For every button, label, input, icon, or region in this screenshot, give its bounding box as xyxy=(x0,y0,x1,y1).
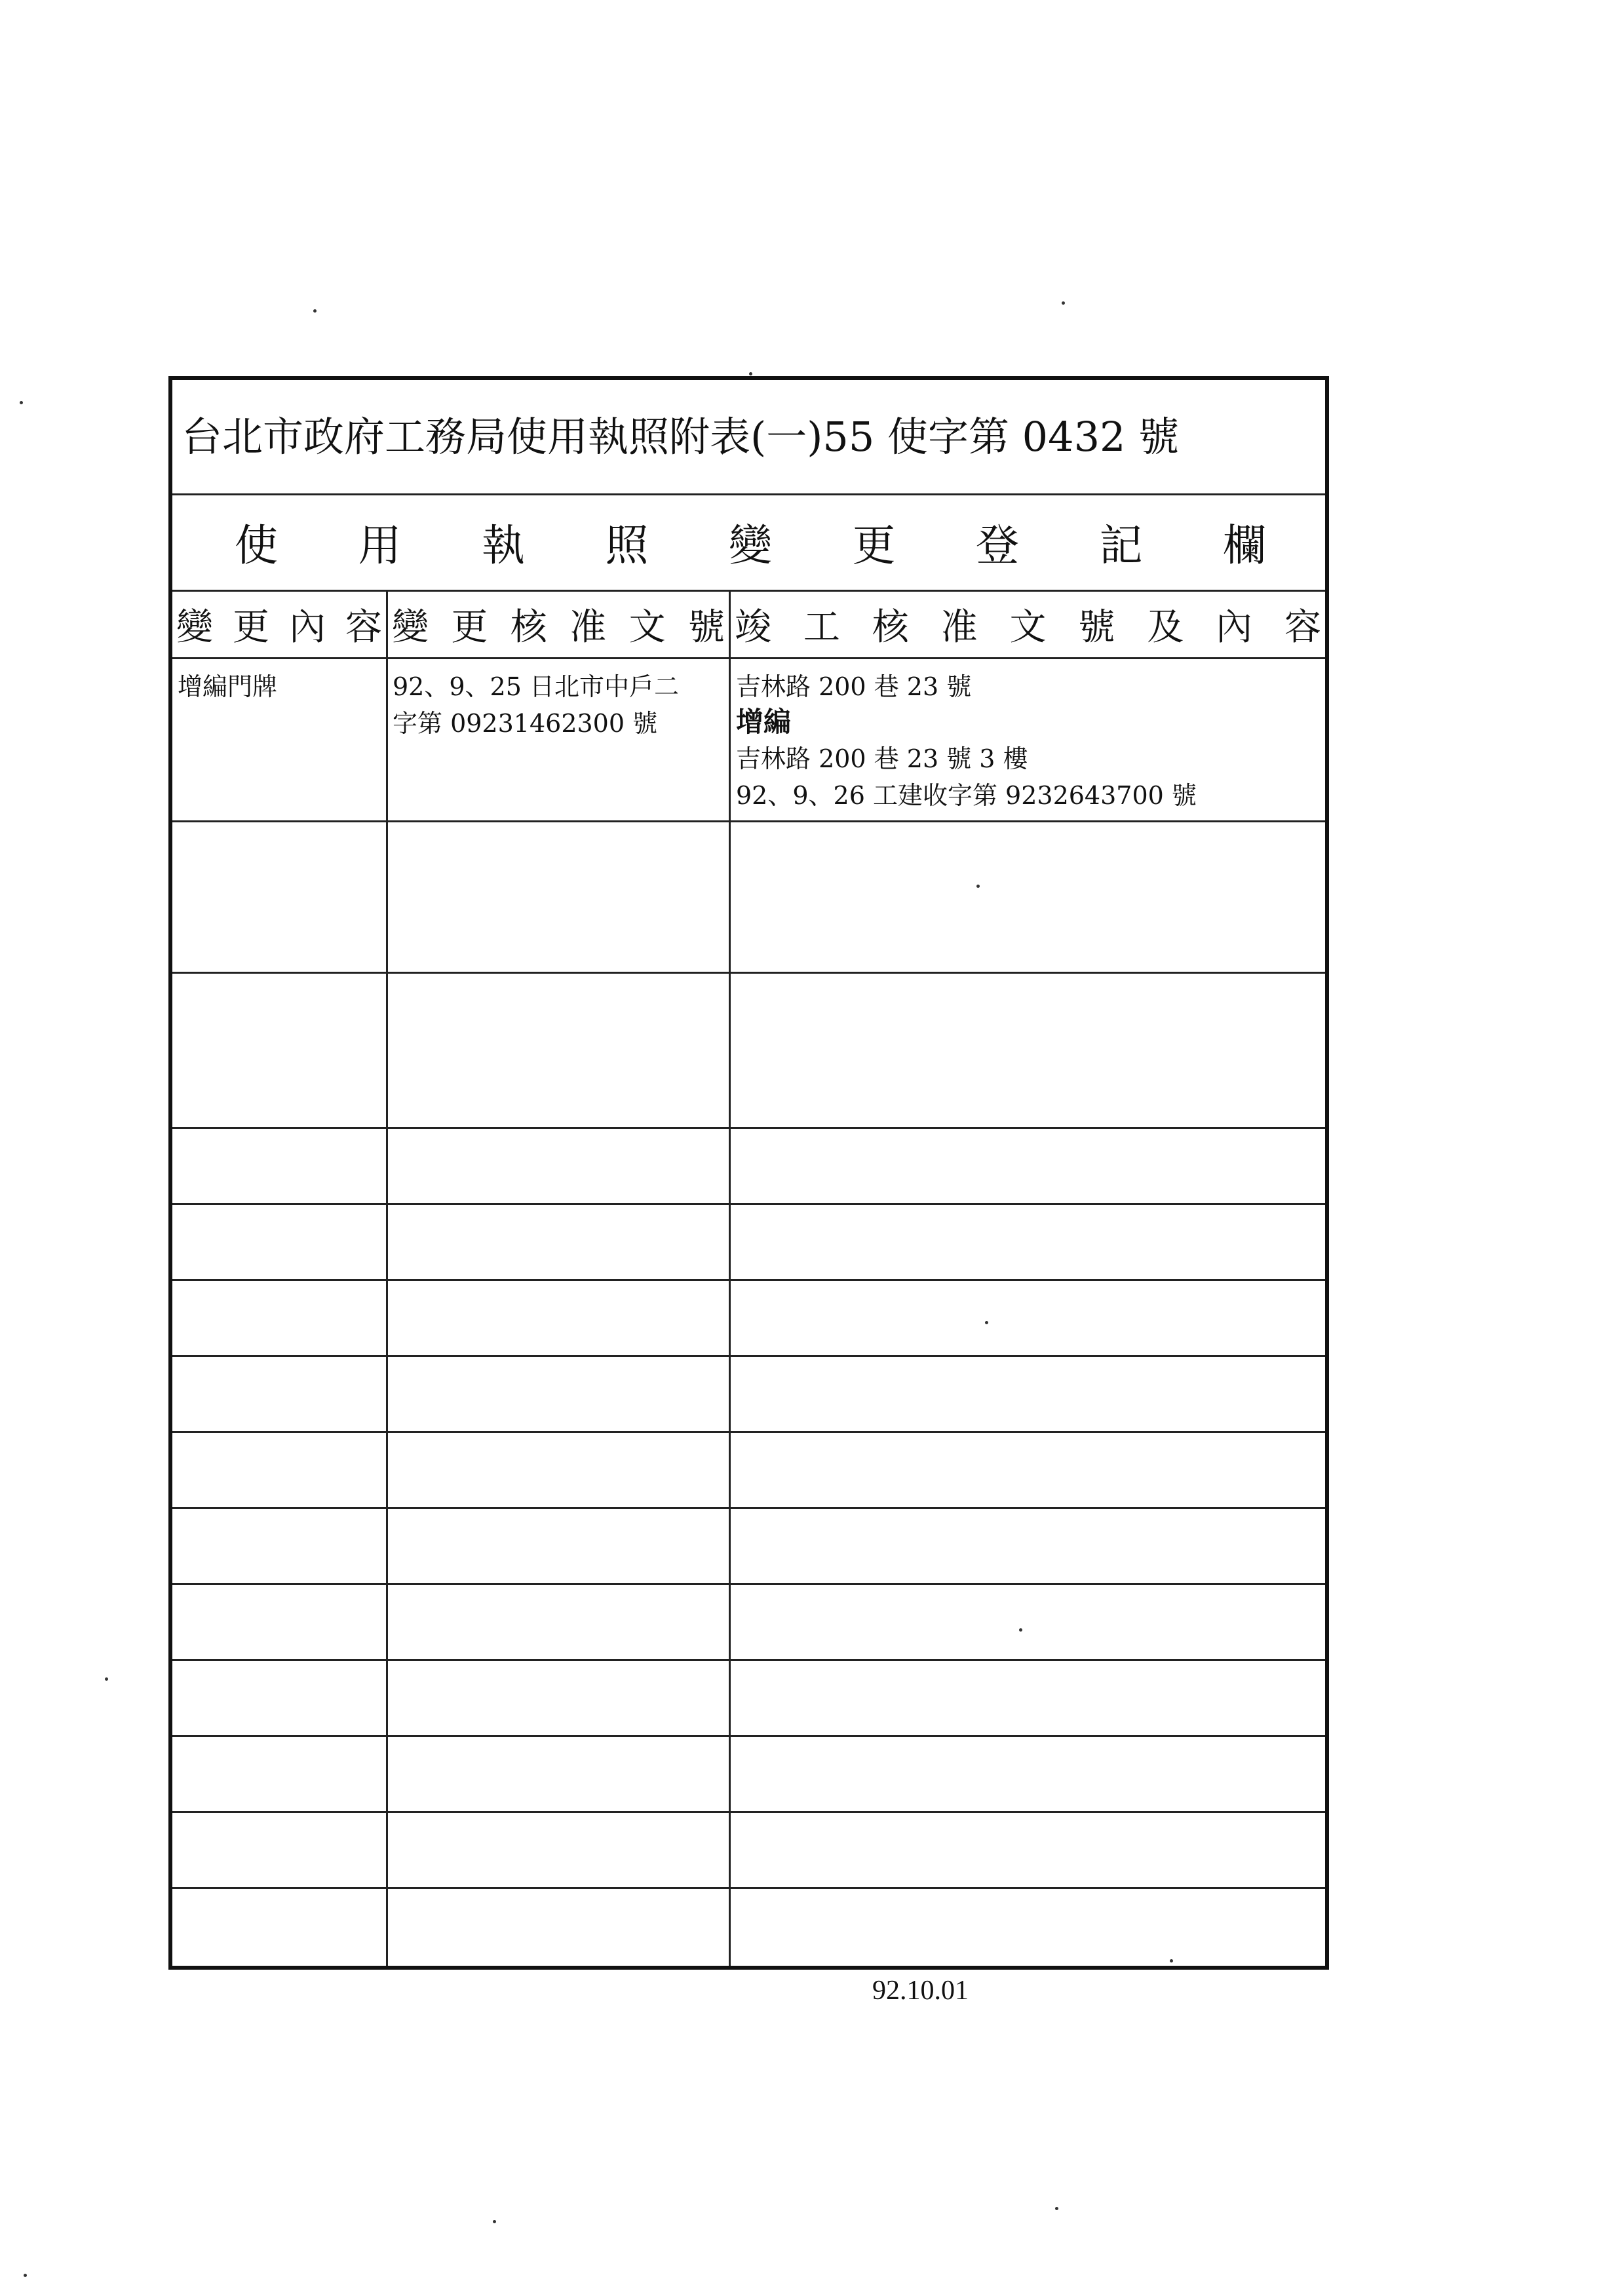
row-divider xyxy=(172,1659,1325,1661)
footer-date: 92.10.01 xyxy=(872,1976,969,2006)
row-divider xyxy=(172,1431,1325,1433)
scan-speck xyxy=(1019,1628,1022,1632)
completion-line-3: 吉林路 200 巷 23 號 3 樓 xyxy=(736,744,1028,773)
row-divider xyxy=(172,1127,1325,1129)
change-registration-form xyxy=(168,376,1329,1970)
row-divider xyxy=(172,1203,1325,1205)
row-divider xyxy=(172,820,1325,822)
scan-speck xyxy=(493,2220,496,2223)
scan-speck xyxy=(1170,1959,1173,1962)
subtitle-char: 更 xyxy=(852,520,896,571)
scan-speck xyxy=(749,372,752,375)
row-divider xyxy=(172,1583,1325,1585)
row-divider xyxy=(172,1507,1325,1509)
subtitle-char: 照 xyxy=(605,520,649,571)
subtitle-char: 執 xyxy=(482,520,525,571)
scan-speck xyxy=(20,401,23,404)
change-content-value: 增編門牌 xyxy=(178,672,278,701)
row-divider xyxy=(172,1355,1325,1357)
row-divider xyxy=(172,1811,1325,1813)
scan-speck xyxy=(24,2274,27,2277)
row-divider xyxy=(172,972,1325,974)
completion-line-1: 吉林路 200 巷 23 號 xyxy=(736,672,972,701)
header-change-approval-number: 變 更 核 准 文 號 xyxy=(392,606,725,649)
subtitle-char: 記 xyxy=(1099,520,1143,571)
column-header-row xyxy=(172,592,1325,659)
subtitle-char: 用 xyxy=(358,520,402,571)
form-subtitle xyxy=(172,493,1325,592)
completion-line-4: 92、9、26 工建收字第 9232643700 號 xyxy=(736,781,1197,810)
form-title: 台北市政府工務局使用執照附表(一)55 使字第 0432 號 xyxy=(172,380,1325,495)
scan-speck xyxy=(1062,301,1065,305)
row-divider xyxy=(172,1887,1325,1889)
subtitle-char: 登 xyxy=(976,520,1019,571)
scan-speck xyxy=(976,885,980,888)
scan-speck xyxy=(313,309,317,313)
row-divider xyxy=(172,1735,1325,1737)
completion-line-2: 增編 xyxy=(736,706,792,738)
scan-speck xyxy=(985,1321,988,1324)
header-completion-approval: 竣 工 核 准 文 號 及 內 容 xyxy=(735,606,1321,649)
subtitle-char: 變 xyxy=(729,520,772,571)
approval-number-line-2: 字第 09231462300 號 xyxy=(393,709,658,738)
subtitle-char: 使 xyxy=(235,520,278,571)
row-divider xyxy=(172,1279,1325,1281)
approval-number-line-1: 92、9、25 日北市中戶二 xyxy=(393,672,679,701)
subtitle-char: 欄 xyxy=(1223,520,1266,571)
scan-speck xyxy=(105,1677,108,1681)
header-change-content: 變 更 內 容 xyxy=(176,606,382,649)
scan-speck xyxy=(1055,2207,1058,2210)
